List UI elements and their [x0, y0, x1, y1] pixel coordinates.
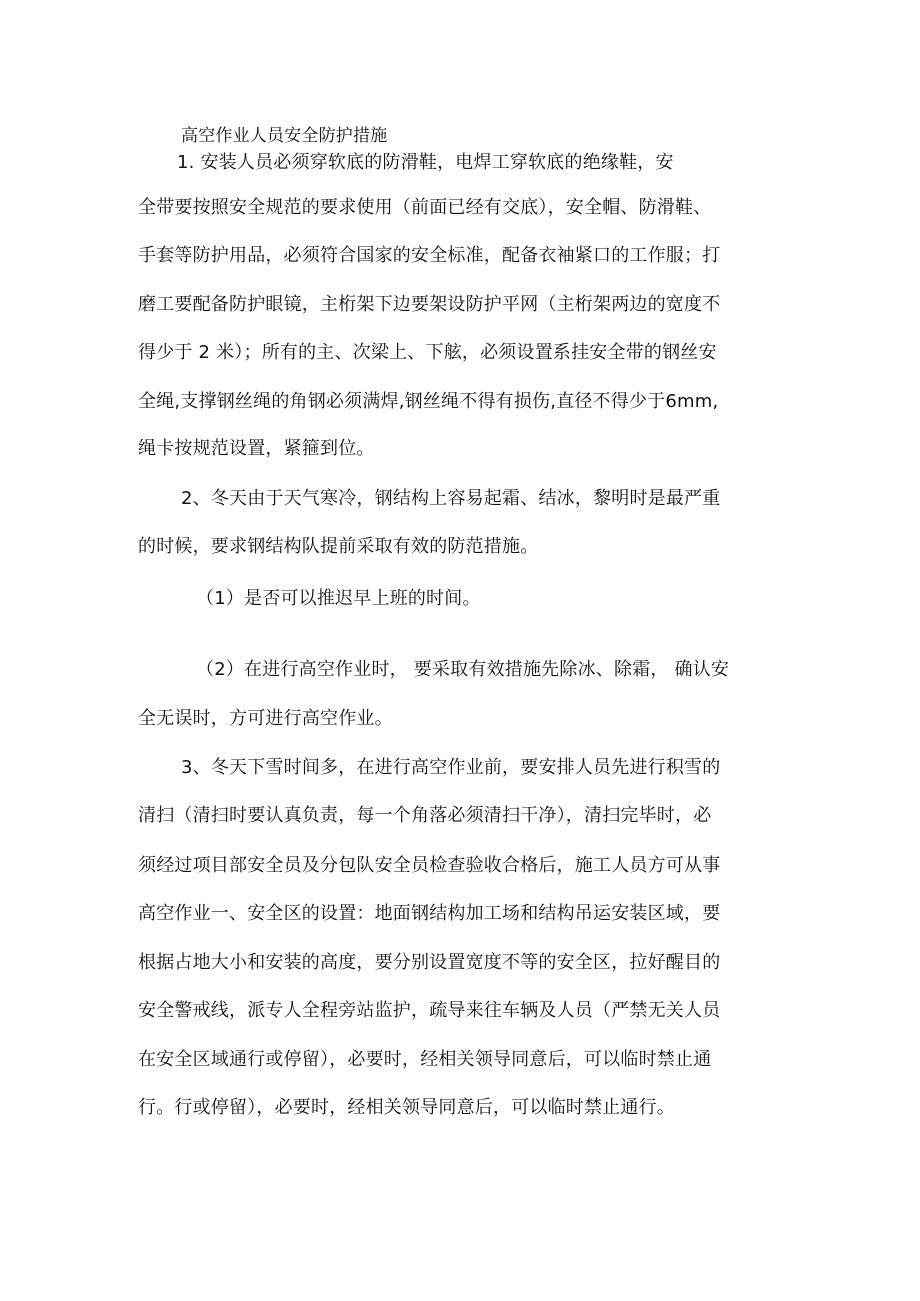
text-line: （2）在进行高空作业时， 要采取有效措施先除冰、除霜， 确认安 [196, 659, 730, 680]
text-line: 手套等防护用品，必须符合国家的安全标准，配备衣袖紧口的工作服；打 [138, 245, 721, 266]
text-line: 全带要按照安全规范的要求使用（前面已经有交底），安全帽、防滑鞋、 [138, 197, 712, 218]
text-line: 全无误时，方可进行高空作业。 [138, 708, 393, 729]
text-line: 得少于 2 米）；所有的主、次梁上、下舷，必须设置系挂安全带的钢丝安 [138, 342, 717, 363]
text-line: 安全警戒线，派专人全程旁站监护，疏导来往车辆及人员（严禁无关人员 [138, 1000, 721, 1021]
text-line: 根据占地大小和安装的高度，要分别设置宽度不等的安全区，拉好醒目的 [138, 952, 721, 973]
text-line: （1）是否可以推迟早上班的时间。 [196, 588, 481, 609]
text-line: 3、冬天下雪时间多，在进行高空作业前，要安排人员先进行积雪的 [181, 757, 721, 778]
text-line: 高空作业一、安全区的设置：地面钢结构加工场和结构吊运安装区域，要 [138, 903, 721, 924]
text-line: 清扫（清扫时要认真负责，每一个角落必须清扫干净），清扫完毕时，必 [138, 805, 712, 826]
text-line: 2、冬天由于天气寒冷，钢结构上容易起霜、结冰，黎明时是最严重 [181, 488, 721, 509]
text-line: 在安全区域通行或停留），必要时，经相关领导同意后，可以临时禁止通 [138, 1049, 712, 1070]
text-line: 须经过项目部安全员及分包队安全员检查验收合格后，施工人员方可从事 [138, 855, 721, 876]
text-line: 磨工要配备防护眼镜，主桁架下边要架设防护平网（主桁架两边的宽度不 [138, 294, 721, 315]
text-line: 1. 安装人员必须穿软底的防滑鞋，电焊工穿软底的绝缘鞋，安 [177, 152, 674, 173]
text-line: 绳卡按规范设置，紧箍到位。 [138, 438, 375, 459]
document-title: 高空作业人员安全防护措施 [181, 126, 388, 146]
text-line: 的时候，要求钢结构队提前采取有效的防范措施。 [138, 536, 539, 557]
text-line: 行。行或停留），必要时，经相关领导同意后，可以临时禁止通行。 [138, 1097, 675, 1118]
text-line: 全绳,支撑钢丝绳的角钢必须满焊,钢丝绳不得有损伤,直径不得少于6mm, [138, 391, 719, 412]
